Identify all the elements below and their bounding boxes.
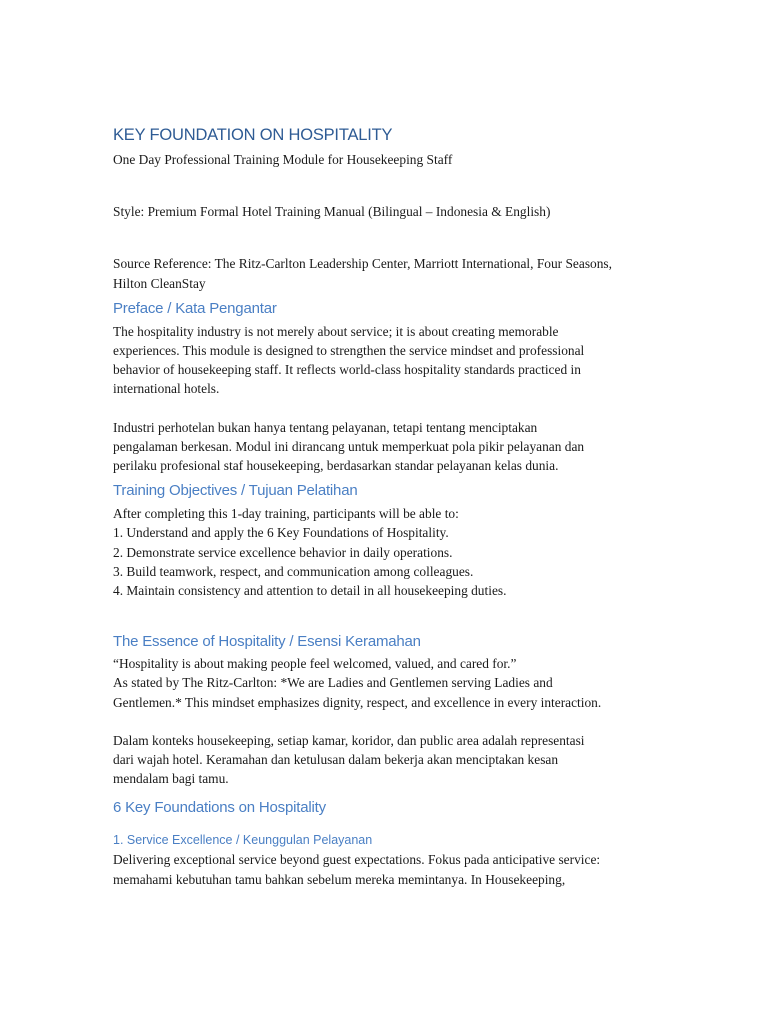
objectives-heading: Training Objectives / Tujuan Pelatihan	[113, 482, 358, 500]
source-line-2: Hilton CleanStay	[113, 275, 206, 291]
foundation-1-line: Delivering exceptional service beyond guest expectations. Fokus pada anticipative service:	[113, 852, 601, 868]
essence-id-line: dari wajah hotel. Keramahan dan ketulusan dalam bekerja akan menciptakan kesan	[113, 752, 559, 768]
source-line-1: Source Reference: The Ritz-Carlton Leadership Center, Marriott International, Four Seasons,	[113, 256, 612, 272]
objectives-line: 4. Maintain consistency and attention to detail in all housekeeping duties.	[113, 583, 507, 599]
preface-en-line: The hospitality industry is not merely about service; it is about creating memorable	[113, 323, 559, 339]
essence-heading: The Essence of Hospitality / Esensi Keramahan	[113, 633, 421, 651]
preface-en-line: experiences. This module is designed to strengthen the service mindset and professional	[113, 343, 585, 359]
essence-id-line: Dalam konteks housekeeping, setiap kamar, koridor, dan public area adalah representasi	[113, 732, 585, 748]
objectives-line: 3. Build teamwork, respect, and communication among colleagues.	[113, 563, 474, 579]
style-line: Style: Premium Formal Hotel Training Manual (Bilingual – Indonesia & English)	[113, 204, 551, 220]
preface-id-line: perilaku profesional staf housekeeping, berdasarkan standar pelayanan kelas dunia.	[113, 458, 559, 474]
essence-id-line: mendalam bagi tamu.	[113, 771, 229, 787]
foundations-heading: 6 Key Foundations on Hospitality	[113, 799, 326, 817]
preface-heading: Preface / Kata Pengantar	[113, 299, 277, 317]
preface-id-line: Industri perhotelan bukan hanya tentang pelayanan, tetapi tentang menciptakan	[113, 419, 538, 435]
foundation-1-heading: 1. Service Excellence / Keunggulan Pelayanan	[113, 833, 373, 848]
objectives-line: After completing this 1-day training, participants will be able to:	[113, 506, 459, 522]
preface-en-line: international hotels.	[113, 381, 220, 397]
preface-en-line: behavior of housekeeping staff. It reflects world-class hospitality standards practiced in	[113, 362, 581, 378]
essence-en-line: Gentlemen.* This mindset emphasizes dignity, respect, and excellence in every interaction.	[113, 694, 602, 710]
document-subtitle: One Day Professional Training Module for Housekeeping Staff	[113, 152, 453, 167]
essence-en-line: As stated by The Ritz-Carlton: *We are Ladies and Gentlemen serving Ladies and	[113, 675, 553, 691]
objectives-line: 1. Understand and apply the 6 Key Foundations of Hospitality.	[113, 525, 449, 541]
preface-id-line: pengalaman berkesan. Modul ini dirancang untuk memperkuat pola pikir pelayanan dan	[113, 438, 585, 454]
essence-en-line: “Hospitality is about making people feel welcomed, valued, and cared for.”	[113, 656, 517, 672]
objectives-line: 2. Demonstrate service excellence behavior in daily operations.	[113, 544, 453, 560]
document-title: KEY FOUNDATION ON HOSPITALITY	[113, 126, 393, 144]
foundation-1-line: memahami kebutuhan tamu bahkan sebelum mereka memintanya. In Housekeeping,	[113, 871, 566, 887]
